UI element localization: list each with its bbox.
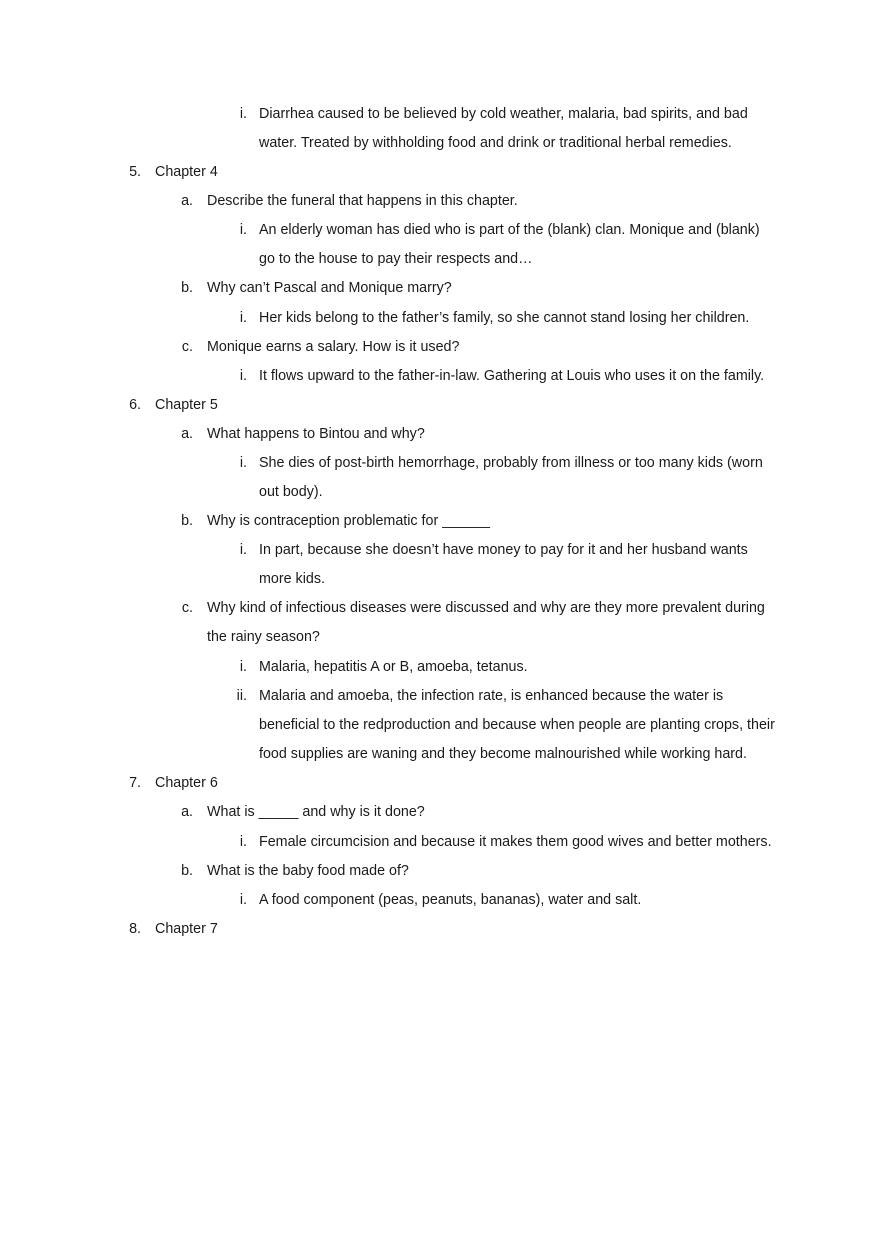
answer-text: It flows upward to the father-in-law. Gathering at Louis who uses it on the family. [259,368,765,384]
answer-marker: i. [239,892,247,908]
question-marker: b. [181,513,193,529]
chapter-title: Chapter 5 [155,397,218,413]
question-text: Why kind of infectious diseases were discussed and why are they more prevalent during the rainy season? [207,600,765,645]
question-marker: a. [181,804,193,820]
answer-item [0,682,880,769]
answer-item [0,100,880,158]
question-item [0,187,880,216]
question-marker: a. [181,193,193,209]
answer-text: In part, because she doesn’t have money to pay for it and her husband wants more kids. [259,542,748,587]
question-item [0,274,880,303]
answer-marker: i. [239,106,247,122]
question-text: Why can’t Pascal and Monique marry? [207,280,452,296]
answer-marker: i. [239,834,247,850]
question-marker: b. [181,280,193,296]
answer-text: Malaria, hepatitis A or B, amoeba, tetanus. [259,659,528,675]
answer-item [0,653,880,682]
chapter-title: Chapter 7 [155,921,218,937]
answer-text: Female circumcision and because it makes them good wives and better mothers. [259,834,772,850]
chapter-number: 8. [129,921,141,937]
answer-item [0,828,880,857]
question-marker: b. [181,863,193,879]
answer-marker: i. [239,310,247,326]
answer-item [0,536,880,594]
chapter-number: 6. [129,397,141,413]
question-text: What happens to Bintou and why? [207,426,425,442]
answer-item [0,362,880,391]
question-text: What is _____ and why is it done? [207,804,425,820]
answer-item [0,216,880,274]
question-text: What is the baby food made of? [207,863,409,879]
answer-marker: i. [239,542,247,558]
answer-text: Her kids belong to the father’s family, so she cannot stand losing her children. [259,310,750,326]
chapter-title: Chapter 4 [155,164,218,180]
chapter-item [0,915,880,944]
answer-text: Malaria and amoeba, the infection rate, is enhanced because the water is beneficial to the redproduction and because when people are planting crops, their food supplies are waning and they become malnourished while working hard. [259,688,775,762]
answer-item [0,304,880,333]
question-item [0,857,880,886]
answer-marker: i. [239,455,247,471]
answer-text: An elderly woman has died who is part of the (blank) clan. Monique and (blank) go to the house to pay their respects and… [259,222,760,267]
question-item [0,507,880,536]
answer-text: Diarrhea caused to be believed by cold weather, malaria, bad spirits, and bad water. Treated by withholding food and drink or traditional herbal remedies. [259,106,748,151]
outline-list [0,100,880,944]
answer-marker: i. [239,659,247,675]
answer-text: She dies of post-birth hemorrhage, probably from illness or too many kids (worn out body). [259,455,763,500]
question-marker: c. [181,339,193,355]
chapter-title: Chapter 6 [155,775,218,791]
chapter-item [0,769,880,798]
answer-item [0,886,880,915]
question-item [0,420,880,449]
question-text: Monique earns a salary. How is it used? [207,339,460,355]
question-item [0,333,880,362]
chapter-item [0,158,880,187]
chapter-item [0,391,880,420]
question-text: Why is contraception problematic for ______ [207,513,490,529]
question-marker: c. [181,600,193,616]
question-marker: a. [181,426,193,442]
answer-marker: ii. [236,688,247,704]
answer-marker: i. [239,222,247,238]
answer-marker: i. [239,368,247,384]
answer-text: A food component (peas, peanuts, bananas), water and salt. [259,892,642,908]
answer-item [0,449,880,507]
chapter-number: 5. [129,164,141,180]
question-text: Describe the funeral that happens in this chapter. [207,193,518,209]
question-item [0,594,880,652]
chapter-number: 7. [129,775,141,791]
question-item [0,798,880,827]
